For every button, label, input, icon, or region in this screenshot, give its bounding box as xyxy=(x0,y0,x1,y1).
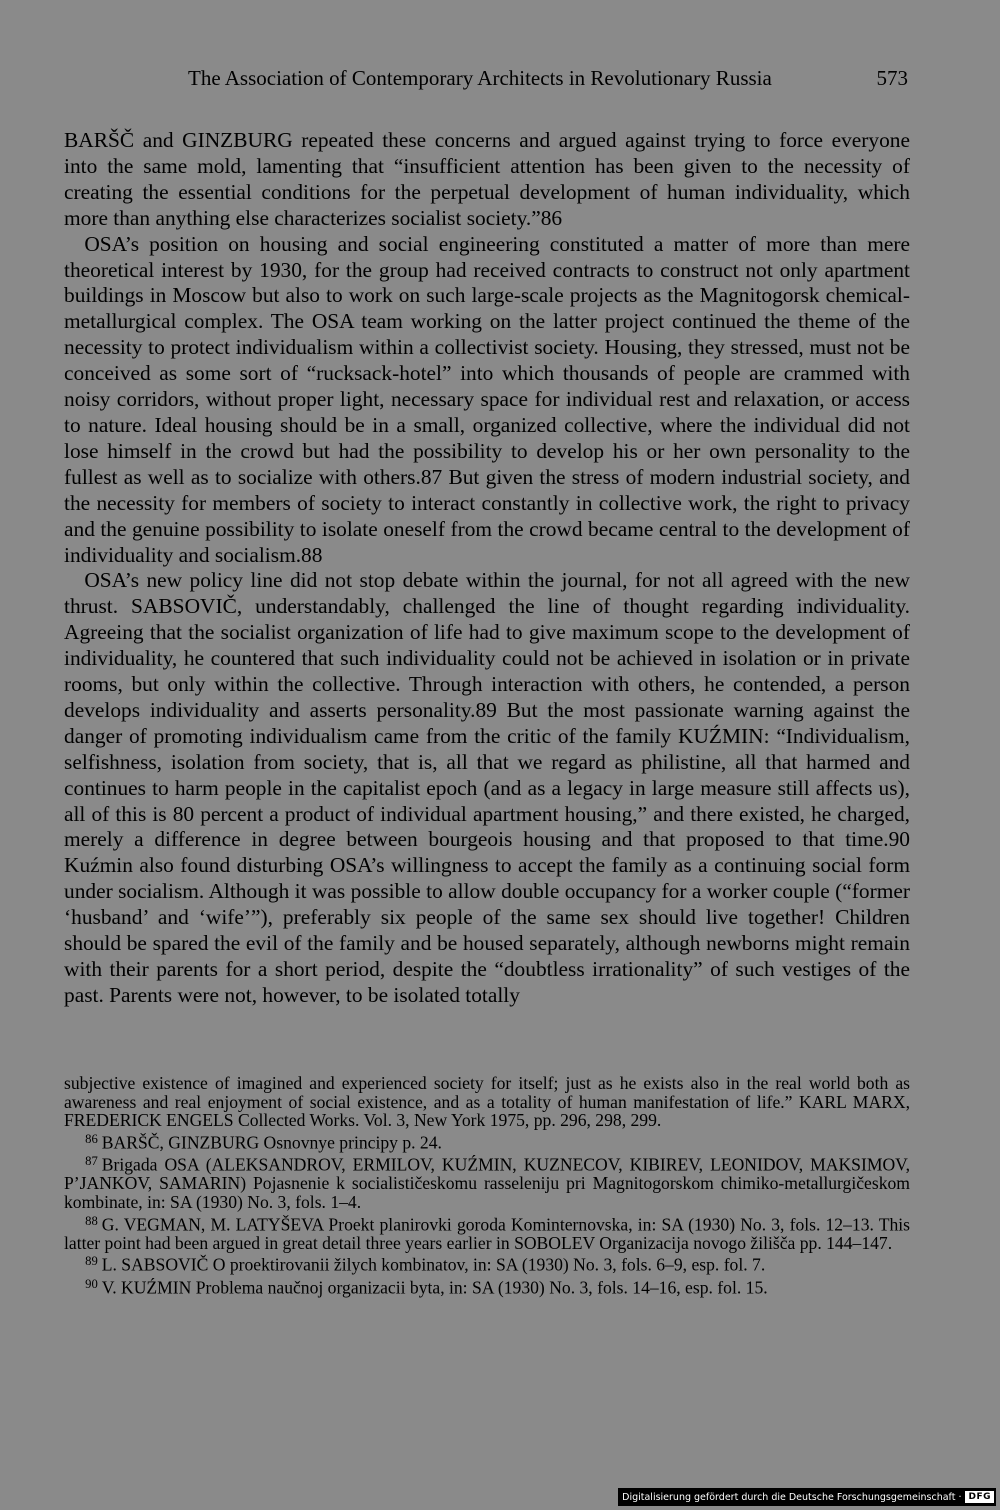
footnote-text: V. KUŹMIN Problema naučnoj organizacii byta, in: SA (1930) No. 3, fols. 14–16, esp. fol. 15. xyxy=(101,1277,768,1298)
main-text xyxy=(64,128,910,1009)
page-header xyxy=(188,66,908,94)
footnote-number: 86 xyxy=(85,1131,98,1146)
footnote-89 xyxy=(64,1252,910,1274)
footnote-number: 87 xyxy=(85,1154,98,1169)
footnote-number: 88 xyxy=(85,1213,98,1228)
footnote-text: Brigada OSA (ALEKSANDROV, ERMILOV, KUŹMIN, KUZNECOV, KIBIREV, LEONIDOV, MAKSIMOV, P’JANKOV, SAMARIN) Pojasnenie k socialističeskomu rasseleniju pri Magnitogorskom chimiko-metallurgičeskom kombinate, in: SA (1930) No. 3, fols. 1–4. xyxy=(64,1154,910,1212)
footnotes xyxy=(64,1074,910,1297)
footnote-text: G. VEGMAN, M. LATYŠEVA Proekt planirovki goroda Kominternovska, in: SA (1930) No. 3, fols. 12–13. This latter point had been argued in great detail three years earlier in SOBOLEV Organizacija novogo žilišča pp. 144–147. xyxy=(64,1214,910,1253)
credit-text: Digitalisierung gefördert durch die Deutsche Forschungsgemeinschaft · xyxy=(622,1491,962,1503)
footnote-continuation: subjective existence of imagined and experienced society for itself; just as he exists also in the real world both as awareness and real enjoyment of social existence, and as a totality of human manifestation of life.” KARL MARX, FREDERICK ENGELS Collected Works. Vol. 3, New York 1975, pp. 296, 298, 299. xyxy=(64,1073,910,1131)
footnote-text: BARŠČ, GINZBURG Osnovnye principy p. 24. xyxy=(101,1132,442,1153)
running-title: The Association of Contemporary Architects in Revolutionary Russia xyxy=(188,66,772,90)
footnote-90 xyxy=(64,1275,910,1297)
footnote-88 xyxy=(64,1212,910,1253)
page-number: 573 xyxy=(876,66,908,90)
footnote-87 xyxy=(64,1152,910,1211)
footnote-number: 89 xyxy=(85,1254,98,1269)
footnote-number: 90 xyxy=(85,1276,98,1291)
digitization-credit xyxy=(618,1488,996,1506)
body-paragraph: BARŠČ and GINZBURG repeated these concerns and argued against trying to force everyone into the same mold, lamenting that “insufficient attention has been given to the necessity of creating the essential conditions for the perpetual development of human individuality, which more than anything else characterizes socialist society.”86 xyxy=(64,128,910,230)
footnote-86 xyxy=(64,1130,910,1152)
body-paragraph: OSA’s new policy line did not stop debate within the journal, for not all agreed with the new thrust. SABSOVIČ, understandably, challenged the line of thought regarding individuality. Agreeing that the socialist organization of life had to give maximum scope to the development of individuality, he countered that such individuality could not be achieved in isolation or in private rooms, but only within the collective. Through interaction with others, he contended, a person develops individuality and asserts personality.89 But the most passionate warning against the danger of promoting individualism came from the critic of the family KUŹMIN: “Individualism, selfishness, isolation from society, that is, all that we regard as philistine, all that harmed and continues to harm people in the capitalist epoch (and as a legacy in large measure still affects us), all of this is 80 percent a product of individual apartment housing,” and there existed, he charged, merely a difference in degree between bourgeois housing and that proposed to that time.90 Kuźmin also found disturbing OSA’s willingness to accept the family as a continuing social form under socialism. Although it was possible to allow double occupancy for a worker couple (“former ‘husband’ and ‘wife’”), preferably six people of the same sex should live together! Children should be spared the evil of the family and be housed separately, although newborns might remain with their parents for a short period, despite the “doubtless irrationality” of such vestiges of the past. Parents were not, however, to be isolated totally xyxy=(64,568,910,1007)
footnote-text: L. SABSOVIČ O proektirovanii žilych kombinatov, in: SA (1930) No. 3, fols. 6–9, esp. fol. 7. xyxy=(101,1255,766,1276)
body-paragraph: OSA’s position on housing and social engineering constituted a matter of more than mere theoretical interest by 1930, for the group had received contracts to construct not only apartment buildings in Moscow but also to work on such large-scale projects as the Magnitogorsk chemical-metallurgical complex. The OSA team working on the latter project continued the theme of the necessity to protect individualism within a collectivist society. Housing, they stressed, must not be conceived as some sort of “rucksack-hotel” into which thousands of people are crammed with noisy corridors, without proper light, necessary space for individual rest and relaxation, or access to nature. Ideal housing should be in a small, organized collective, where the individual did not lose himself in the crowd but had the possibility to develop his or her own personality to the fullest as well as to socialize with others.87 But given the stress of modern industrial society, and the necessity for members of society to interact constantly in collective work, the right to privacy and the genuine possibility to isolate oneself from the crowd became central to the development of individuality and socialism.88 xyxy=(64,231,910,567)
dfg-logo: DFG xyxy=(965,1491,994,1503)
